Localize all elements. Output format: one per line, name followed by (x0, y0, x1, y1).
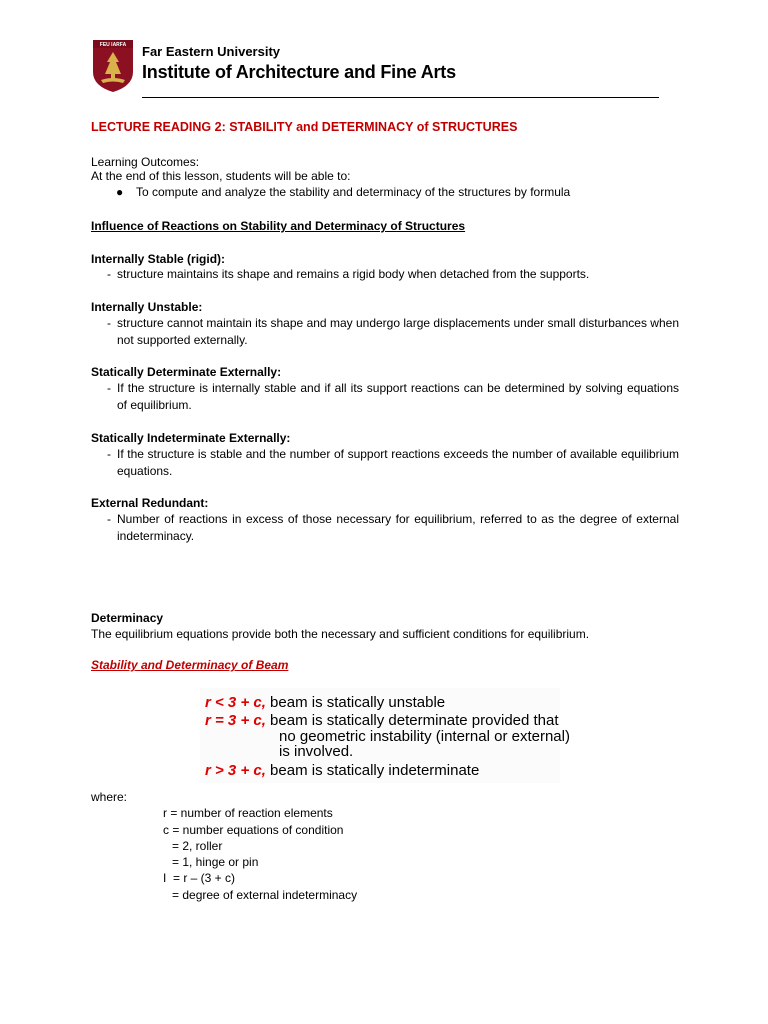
influence-heading: Influence of Reactions on Stability and Determinacy of Structures (91, 219, 466, 233)
dash-marker: - (107, 512, 111, 526)
dash-marker: - (107, 381, 111, 395)
where-line: = 2, roller (172, 839, 223, 853)
dash-marker: - (107, 316, 111, 330)
outcome-bullet (116, 185, 570, 199)
section-item-text: If the structure is internally stable and if all its support reactions can be determined by solving equations of equilibrium. (117, 381, 679, 412)
dash-marker: - (107, 267, 111, 281)
section-item-text: structure maintains its shape and remains a rigid body when detached from the supports. (117, 267, 590, 281)
section-heading: Internally Stable (rigid): (91, 252, 226, 266)
where-line: r = number of reaction elements (163, 806, 333, 820)
where-line: = 1, hinge or pin (172, 855, 259, 869)
where-line: I = r – (3 + c) (163, 871, 236, 885)
condition-line (279, 743, 353, 760)
outcome-bullet-text: To compute and analyze the stability and determinacy of the structures by formula (136, 185, 571, 199)
condition-text: beam is statically determinate provided that (265, 712, 559, 729)
university-name: Far Eastern University (142, 44, 281, 59)
bullet-dot-icon: ● (116, 185, 124, 199)
section-heading: Internally Unstable: (91, 300, 203, 314)
lecture-title: LECTURE READING 2: STABILITY and DETERMINACY of STRUCTURES (91, 120, 518, 134)
section-item-text: structure cannot maintain its shape and may undergo large displacements under small disturbances when not supported externally. (117, 316, 679, 347)
section-item-text: Number of reactions in excess of those necessary for equilibrium, referred to as the degree of external indeterminacy. (117, 512, 679, 543)
section-heading: Statically Determinate Externally: (91, 365, 282, 379)
condition-line (205, 762, 479, 779)
condition-expression: r < 3 + c, (205, 694, 266, 711)
section-heading: Statically Indeterminate Externally: (91, 431, 291, 445)
feu-iarfa-logo (93, 40, 133, 92)
header-rule (142, 97, 659, 98)
section-item (107, 380, 679, 414)
where-line: c = number equations of condition (163, 823, 344, 837)
section-item (107, 266, 679, 283)
condition-text: no geometric instability (internal or external) (279, 728, 570, 745)
condition-text: beam is statically unstable (265, 694, 446, 711)
where-line: = degree of external indeterminacy (172, 888, 358, 902)
institute-name: Institute of Architecture and Fine Arts (142, 62, 456, 82)
section-item (107, 446, 679, 480)
svg-text:FEU IARFA: FEU IARFA (99, 42, 127, 48)
where-label: where: (91, 790, 128, 804)
condition-line (205, 694, 445, 711)
condition-line (205, 712, 559, 729)
condition-expression: r = 3 + c, (205, 712, 266, 729)
outcomes-intro: At the end of this lesson, students will be able to: (91, 169, 351, 183)
determinacy-heading: Determinacy (91, 611, 164, 625)
condition-expression: r > 3 + c, (205, 762, 266, 779)
section-item (107, 511, 679, 545)
dash-marker: - (107, 447, 111, 461)
section-item (107, 315, 679, 349)
condition-text: beam is statically indeterminate (265, 762, 480, 779)
section-item-text: If the structure is stable and the number of support reactions exceeds the number of available equilibrium equations. (117, 447, 679, 478)
section-heading: External Redundant: (91, 496, 209, 510)
beam-section-title: Stability and Determinacy of Beam (91, 658, 289, 672)
outcomes-heading: Learning Outcomes: (91, 155, 200, 169)
determinacy-text: The equilibrium equations provide both the necessary and sufficient conditions for equilibrium. (91, 627, 590, 641)
condition-text: is involved. (279, 743, 354, 760)
